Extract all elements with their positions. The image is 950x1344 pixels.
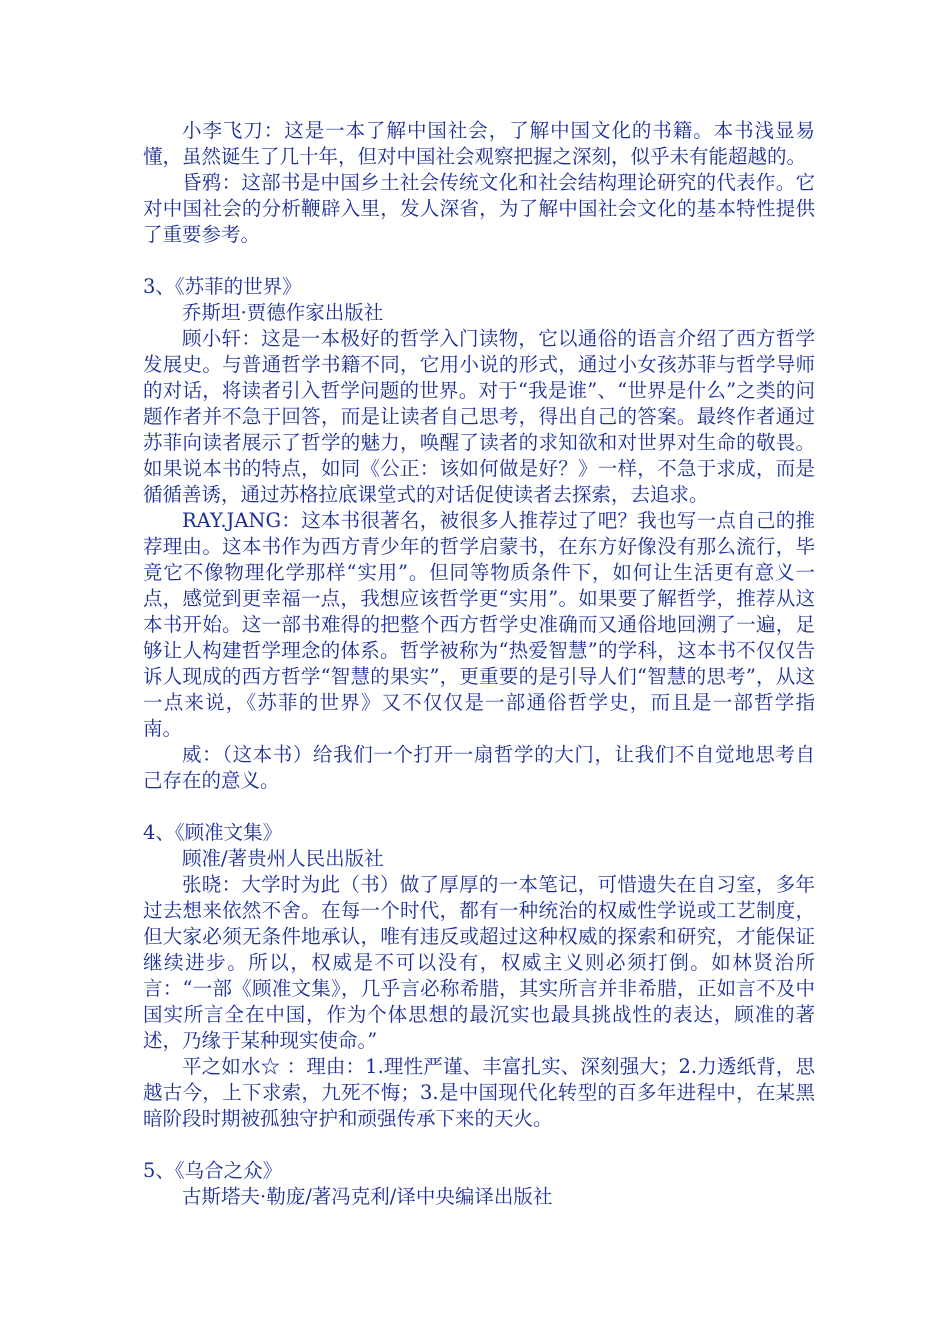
review-paragraph: 昏鸦：这部书是中国乡土社会传统文化和社会结构理论研究的代表作。它对中国社会的分析鞭辟入里，发人深省，为了解中国社会文化的基本特性提供了重要参考。 bbox=[143, 171, 815, 246]
review-paragraph: 顾小轩：这是一本极好的哲学入门读物，它以通俗的语言介绍了西方哲学发展史。与普通哲学书籍不同，它用小说的形式，通过小女孩苏菲与哲学导师的对话，将读者引入哲学问题的世界。对于“我是谁”、“世界是什么”之类的问题作者并不急于回答，而是让读者自己思考，得出自己的答案。最终作者通过苏菲向读者展示了哲学的魅力，唤醒了读者的求知欲和对世界对生命的敬畏。如果说本书的特点，如同《公正：该如何做是好？》一样，不急于求成，而是循循善诱，通过苏格拉底课堂式的对话促使读者去探索，去追求。 bbox=[143, 327, 815, 506]
review-paragraph: 张晓：大学时为此（书）做了厚厚的一本笔记，可惜遗失在自习室，多年过去想来依然不舍。在每一个时代，都有一种统治的权威性学说或工艺制度，但大家必须无条件地承认，唯有违反或超过这种权威的探索和研究，才能保证继续进步。所以，权威是不可以没有，权威主义则必须打倒。如林贤治所言：“一部《顾准文集》，几乎言必称希腊，其实所言并非希腊，正如言不及中国实所言全在中国，作为个体思想的最沉实也最具挑战性的表达，顾准的著述，乃缘于某种现实使命。” bbox=[143, 873, 815, 1052]
book-heading: 5、《乌合之众》 bbox=[143, 1159, 283, 1182]
review-paragraph: 平之如水☆ ：理由：1.理性严谨、丰富扎实、深刻强大；2.力透纸背，思越古今，上下求索，九死不悔；3.是中国现代化转型的百多年进程中，在某黑暗阶段时期被孤独守护和顽强传承下来的天火。 bbox=[143, 1055, 815, 1130]
book-publisher: 乔斯坦·贾德作家出版社 bbox=[182, 301, 384, 324]
review-paragraph: 威：（这本书）给我们一个打开一扇哲学的大门，让我们不自觉地思考自己存在的意义。 bbox=[143, 743, 815, 792]
document-page bbox=[143, 118, 815, 1210]
book-heading: 4、《顾准文集》 bbox=[143, 821, 283, 844]
review-paragraph: 小李飞刀：这是一本了解中国社会，了解中国文化的书籍。本书浅显易懂，虽然诞生了几十年，但对中国社会观察把握之深刻，似乎未有能超越的。 bbox=[143, 119, 815, 168]
book-publisher: 古斯塔夫·勒庞/著冯克利/译中央编译出版社 bbox=[182, 1185, 553, 1208]
book-heading: 3、《苏菲的世界》 bbox=[143, 275, 302, 298]
review-paragraph: RAY.JANG：这本书很著名，被很多人推荐过了吧？我也写一点自己的推荐理由。这本书作为西方青少年的哲学启蒙书，在东方好像没有那么流行，毕竟它不像物理化学那样“实用”。但同等物质条件下，如何让生活更有意义一点，感觉到更幸福一点，我想应该哲学更“实用”。如果要了解哲学，推荐从这本书开始。这一部书难得的把整个西方哲学史准确而又通俗地回溯了一遍，足够让人构建哲学理念的体系。哲学被称为“热爱智慧”的学科，这本书不仅仅告诉人现成的西方哲学“智慧的果实”，更重要的是引导人们“智慧的思考”，从这一点来说，《苏菲的世界》又不仅仅是一部通俗哲学史，而且是一部哲学指南。 bbox=[143, 509, 815, 740]
book-publisher: 顾准/著贵州人民出版社 bbox=[182, 847, 384, 870]
